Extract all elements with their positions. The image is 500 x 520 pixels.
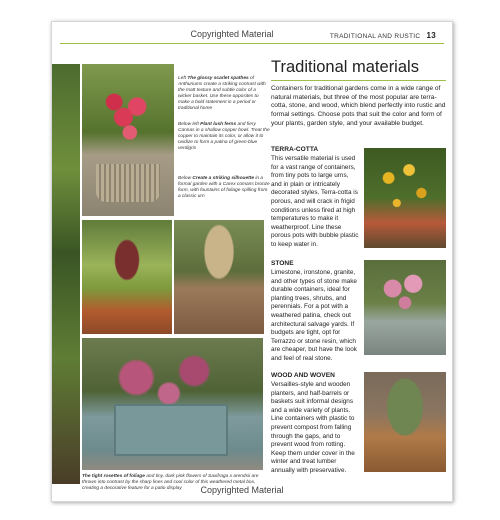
section-heading-stone: STONE — [271, 260, 294, 267]
caption-anthurium — [178, 76, 270, 112]
intro-paragraph: Containers for traditional gardens come in a wide range of natural materials, but three of the most popular are terra-cotta, stone, and wood, which blend perfectly into rustic and formal settings. Choose pots that suit the color and form of your plants, garden style, and your available budget. — [271, 85, 446, 127]
saxifraga-metal-box-photo — [82, 338, 263, 470]
section-text-wood: Versailles-style and wooden planters, and half-barrels or baskets suit informal designs and a wide variety of plants. Line containers with plastic to prevent compost from falling through the gaps, and to prevent wood from rotting. Keep them under cover in the winter and treat lumber annually with preservative. — [271, 381, 355, 474]
caption-text: in a formal garden with a Carex comans bronze form, with fountains of foliage spilling from a classic urn — [178, 176, 270, 199]
caption-ferns — [178, 122, 270, 152]
section-heading-wood: WOOD AND WOVEN — [271, 372, 335, 379]
section-text-terracotta: This versatile material is used for a vast range of containers, from tiny pots to large urns, and in plain or intricately decorated styles. Terra-cotta is porous, and will crack in frigid conditions unless fired at high temperatures to make it weatherproof. Line these porous pots with bubble plastic to keep water in. — [271, 155, 359, 248]
anthurium-basket-photo — [82, 64, 174, 216]
running-head — [330, 31, 436, 40]
caption-bold: The tight rosettes of foliage — [82, 474, 145, 479]
wooden-planter-photo — [364, 372, 446, 472]
caption-lead: Left — [178, 76, 188, 81]
caption-bold: Plant lush ferns — [200, 122, 237, 127]
caption-silhouette — [178, 176, 270, 200]
section-text-stone: Limestone, ironstone, granite, and other types of stone make durable containers, ideal for planting trees, shrubs, and perennials. For a pot with a weathered patina, check out architectural salvage yards. If budgets are tight, opt for Terrazzo or stone resin, which are cheaper, but have the look and feel of real stone. — [271, 269, 357, 362]
book-page — [51, 21, 453, 502]
caption-lead: Below — [178, 176, 193, 181]
watermark-bottom: Copyrighted Material — [200, 485, 284, 495]
caption-bold: Create a striking silhouette — [192, 176, 254, 181]
copper-bowl-photo — [82, 220, 172, 334]
classic-urn-photo — [174, 220, 264, 334]
page-title: Traditional materials — [271, 58, 446, 81]
header-rule — [60, 43, 444, 44]
caption-lead: Below left — [178, 122, 201, 127]
caption-text: of Anthuriums create a striking contrast with the matt texture and subtle color of a wicker basket. Use these opposites to make a bold statement in a period or traditional home — [178, 76, 266, 111]
caption-bold: The glossy scarlet spathes — [187, 76, 249, 81]
metal-box — [114, 404, 228, 456]
wicker-basket — [96, 164, 160, 202]
stone-planter-photo — [364, 260, 446, 355]
terracotta-pot-photo — [364, 148, 446, 248]
section-heading-terracotta: TERRA-COTTA — [271, 146, 319, 153]
caption-text: and tiny, dark pink flowers of Saxifraga x arendsii are thrown into contrast by the sharp lines and cool color of this weathered metal box, creating a decorative feature for a patio display — [82, 474, 259, 491]
caption-text: and fiery Cannas in a shallow copper bowl. Treat the copper to maintain its color, or allow it to oxidize to form a patina of green-blue verdigris — [178, 122, 270, 151]
foliage-strip-photo — [52, 64, 80, 484]
running-head-section: TRADITIONAL AND RUSTIC — [329, 33, 421, 40]
page-number: 13 — [426, 31, 436, 40]
watermark-top: Copyrighted Material — [190, 29, 274, 39]
